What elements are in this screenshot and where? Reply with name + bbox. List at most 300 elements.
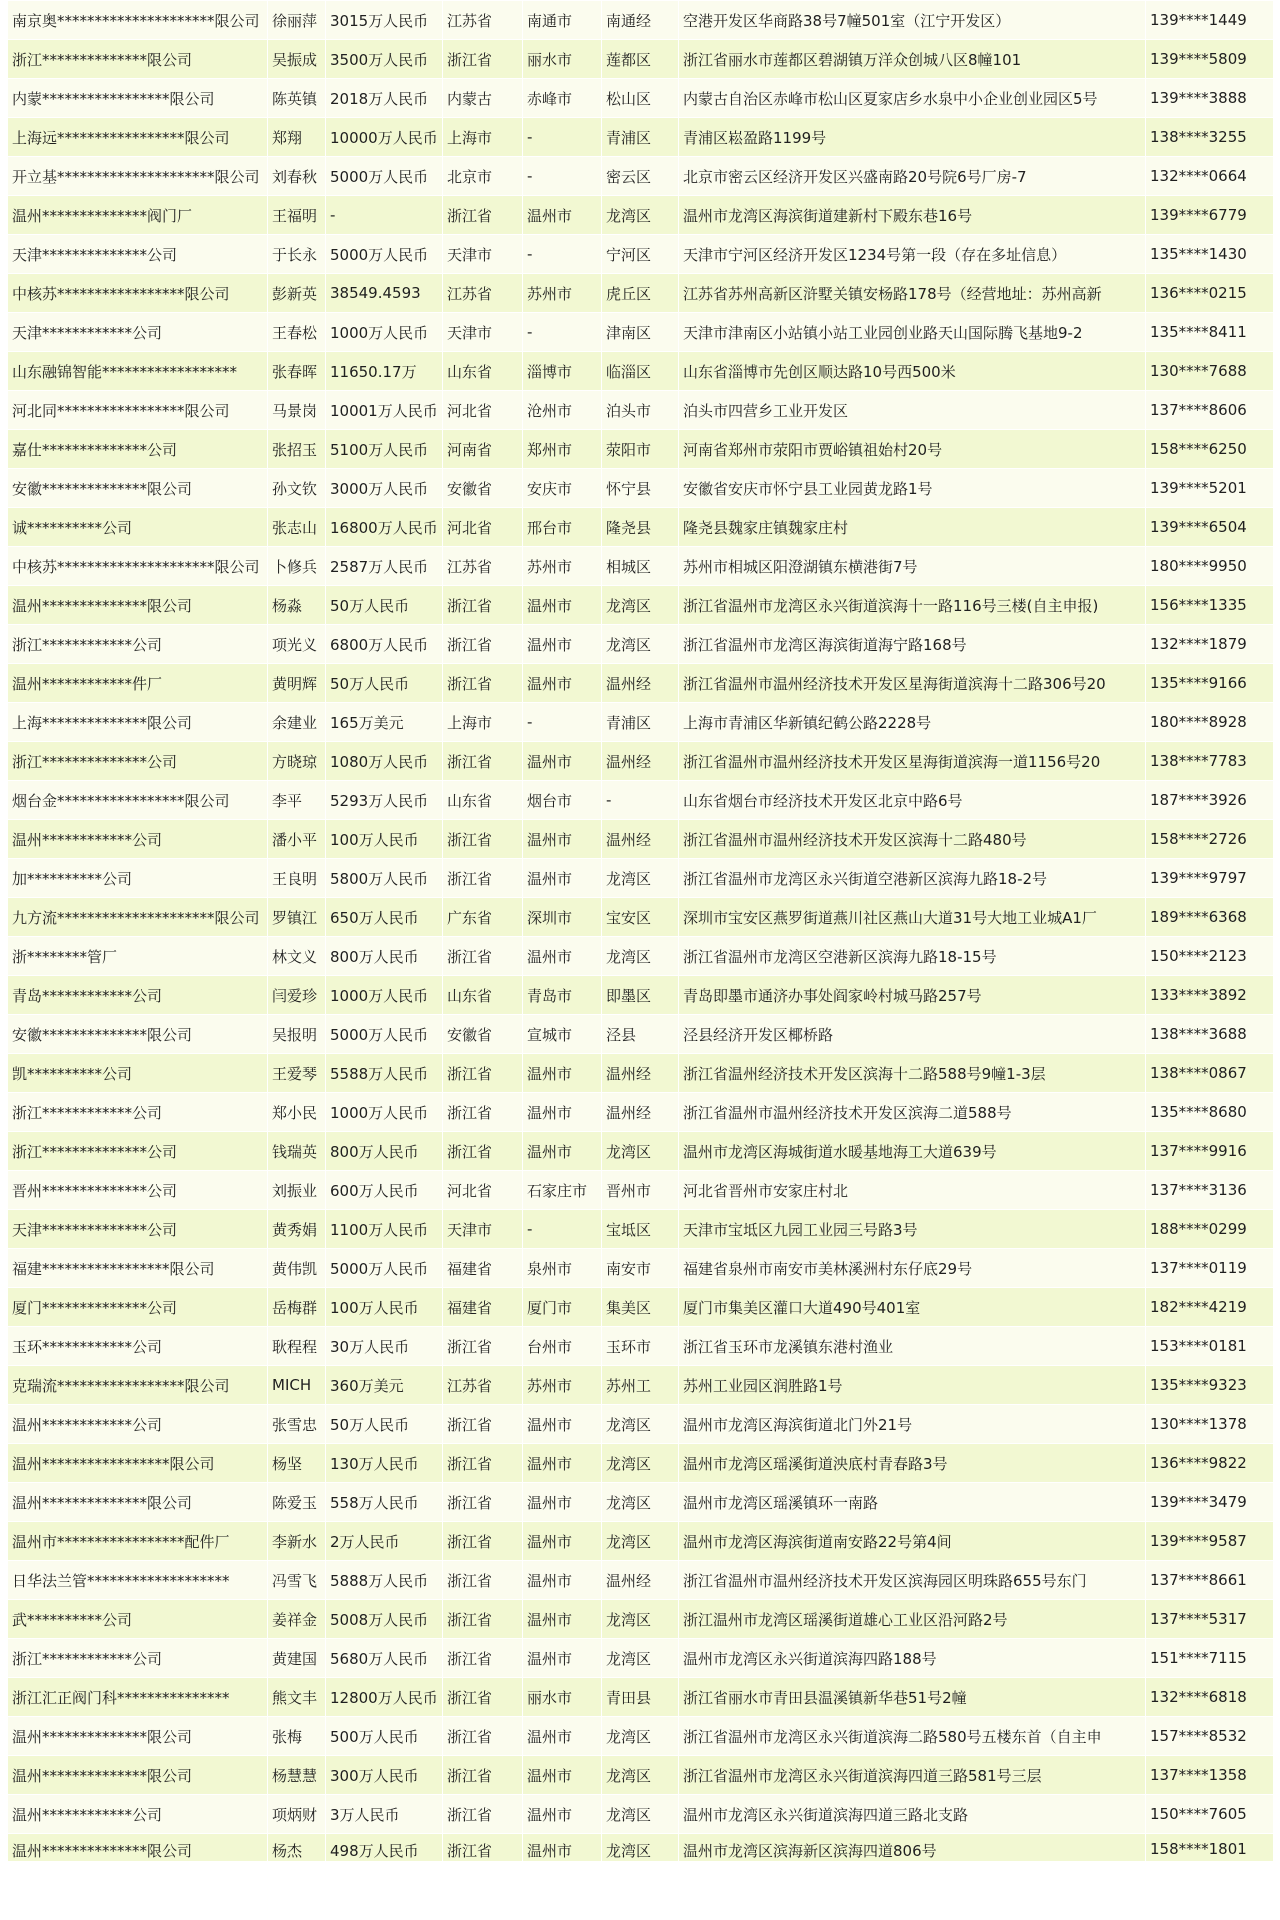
company-name-cell: 中核苏*********************限公司: [8, 547, 268, 586]
city-cell: 温州市: [523, 1756, 602, 1795]
company-name-cell: 内蒙*****************限公司: [8, 79, 268, 118]
province-cell: 浙江省: [443, 586, 523, 625]
address-cell: 浙江省温州市温州经济技术开发区滨海二道588号: [679, 1093, 1146, 1132]
capital-cell: 10001万人民币: [326, 391, 443, 430]
phone-cell: 135****8680: [1146, 1093, 1274, 1132]
phone-cell: 137****1358: [1146, 1756, 1274, 1795]
address-cell: 浙江温州市龙湾区瑶溪街道雄心工业区沿河路2号: [679, 1600, 1146, 1639]
table-row: [8, 1327, 1274, 1366]
province-cell: 山东省: [443, 781, 523, 820]
capital-cell: 600万人民币: [326, 1171, 443, 1210]
legal-rep-cell: 陈英镇: [268, 79, 326, 118]
table-row: [8, 898, 1274, 937]
table-row: [8, 118, 1274, 157]
city-cell: 温州市: [523, 1483, 602, 1522]
address-cell: 浙江省温州市温州经济技术开发区滨海十二路480号: [679, 820, 1146, 859]
address-cell: 温州市龙湾区滨海新区滨海四道806号: [679, 1834, 1146, 1862]
address-cell: 温州市龙湾区海滨街道北门外21号: [679, 1405, 1146, 1444]
legal-rep-cell: 王爱琴: [268, 1054, 326, 1093]
table-row: [8, 157, 1274, 196]
district-cell: 青浦区: [602, 703, 679, 742]
legal-rep-cell: 熊文丰: [268, 1678, 326, 1717]
table-row: [8, 547, 1274, 586]
phone-cell: 139****6779: [1146, 196, 1274, 235]
city-cell: 温州市: [523, 625, 602, 664]
company-name-cell: 天津**************公司: [8, 1210, 268, 1249]
city-cell: 温州市: [523, 1132, 602, 1171]
city-cell: 温州市: [523, 820, 602, 859]
province-cell: 天津市: [443, 235, 523, 274]
table-row: [8, 352, 1274, 391]
city-cell: 邢台市: [523, 508, 602, 547]
phone-cell: 150****7605: [1146, 1795, 1274, 1834]
company-name-cell: 福建*****************限公司: [8, 1249, 268, 1288]
legal-rep-cell: 卜修兵: [268, 547, 326, 586]
company-name-cell: 温州**************限公司: [8, 586, 268, 625]
province-cell: 天津市: [443, 313, 523, 352]
city-cell: 淄博市: [523, 352, 602, 391]
company-name-cell: 浙江**************限公司: [8, 40, 268, 79]
company-name-cell: 加**********公司: [8, 859, 268, 898]
district-cell: 松山区: [602, 79, 679, 118]
province-cell: 江苏省: [443, 547, 523, 586]
phone-cell: 139****6504: [1146, 508, 1274, 547]
company-name-cell: 浙江**************公司: [8, 742, 268, 781]
address-cell: 厦门市集美区灌口大道490号401室: [679, 1288, 1146, 1327]
province-cell: 浙江省: [443, 1795, 523, 1834]
city-cell: 温州市: [523, 859, 602, 898]
capital-cell: 30万人民币: [326, 1327, 443, 1366]
district-cell: 龙湾区: [602, 1522, 679, 1561]
legal-rep-cell: 郑小民: [268, 1093, 326, 1132]
table-row: [8, 859, 1274, 898]
address-cell: 温州市龙湾区海城街道水暖基地海工大道639号: [679, 1132, 1146, 1171]
address-cell: 浙江省温州经济技术开发区滨海十二路588号9幢1-3层: [679, 1054, 1146, 1093]
legal-rep-cell: 罗镇江: [268, 898, 326, 937]
address-cell: 浙江省温州市龙湾区永兴街道空港新区滨海九路18-2号: [679, 859, 1146, 898]
district-cell: 宝坻区: [602, 1210, 679, 1249]
company-name-cell: 浙********管厂: [8, 937, 268, 976]
city-cell: -: [523, 235, 602, 274]
address-cell: 江苏省苏州高新区浒墅关镇安杨路178号（经营地址：苏州高新: [679, 274, 1146, 313]
capital-cell: 5100万人民币: [326, 430, 443, 469]
legal-rep-cell: 黄秀娟: [268, 1210, 326, 1249]
table-row: [8, 1288, 1274, 1327]
phone-cell: 135****1430: [1146, 235, 1274, 274]
capital-cell: 1100万人民币: [326, 1210, 443, 1249]
legal-rep-cell: 张招玉: [268, 430, 326, 469]
table-row: [8, 586, 1274, 625]
table-row: [8, 1405, 1274, 1444]
phone-cell: 137****0119: [1146, 1249, 1274, 1288]
phone-cell: 135****9323: [1146, 1366, 1274, 1405]
address-cell: 浙江省温州市温州经济技术开发区滨海园区明珠路655号东门: [679, 1561, 1146, 1600]
province-cell: 河南省: [443, 430, 523, 469]
district-cell: 龙湾区: [602, 1795, 679, 1834]
province-cell: 上海市: [443, 703, 523, 742]
company-name-cell: 温州**************限公司: [8, 1756, 268, 1795]
province-cell: 浙江省: [443, 1717, 523, 1756]
phone-cell: 133****3892: [1146, 976, 1274, 1015]
table-row: [8, 1717, 1274, 1756]
city-cell: -: [523, 313, 602, 352]
province-cell: 浙江省: [443, 1132, 523, 1171]
city-cell: 青岛市: [523, 976, 602, 1015]
district-cell: 龙湾区: [602, 625, 679, 664]
capital-cell: 300万人民币: [326, 1756, 443, 1795]
company-name-cell: 晋州**************公司: [8, 1171, 268, 1210]
phone-cell: 136****9822: [1146, 1444, 1274, 1483]
company-name-cell: 武**********公司: [8, 1600, 268, 1639]
district-cell: 龙湾区: [602, 1483, 679, 1522]
table-row: [8, 976, 1274, 1015]
phone-cell: 139****9587: [1146, 1522, 1274, 1561]
legal-rep-cell: 马景岗: [268, 391, 326, 430]
table-row: [8, 274, 1274, 313]
district-cell: 龙湾区: [602, 1834, 679, 1862]
district-cell: 津南区: [602, 313, 679, 352]
capital-cell: 130万人民币: [326, 1444, 443, 1483]
legal-rep-cell: 冯雪飞: [268, 1561, 326, 1600]
phone-cell: 182****4219: [1146, 1288, 1274, 1327]
legal-rep-cell: 耿程程: [268, 1327, 326, 1366]
capital-cell: 12800万人民币: [326, 1678, 443, 1717]
capital-cell: 558万人民币: [326, 1483, 443, 1522]
company-name-cell: 浙江************公司: [8, 625, 268, 664]
phone-cell: 138****3255: [1146, 118, 1274, 157]
table-row: [8, 1444, 1274, 1483]
phone-cell: 137****8606: [1146, 391, 1274, 430]
district-cell: 龙湾区: [602, 1639, 679, 1678]
phone-cell: 139****1449: [1146, 1, 1274, 40]
province-cell: 浙江省: [443, 1561, 523, 1600]
address-cell: 深圳市宝安区燕罗街道燕川社区燕山大道31号大地工业城A1厂: [679, 898, 1146, 937]
capital-cell: 11650.17万: [326, 352, 443, 391]
table-row: [8, 820, 1274, 859]
phone-cell: 153****0181: [1146, 1327, 1274, 1366]
legal-rep-cell: 方晓琼: [268, 742, 326, 781]
legal-rep-cell: 杨坚: [268, 1444, 326, 1483]
city-cell: 温州市: [523, 1639, 602, 1678]
phone-cell: 158****1801: [1146, 1834, 1274, 1862]
table-row: [8, 1756, 1274, 1795]
district-cell: 龙湾区: [602, 1444, 679, 1483]
company-name-cell: 日华法兰管*******************: [8, 1561, 268, 1600]
company-name-cell: 厦门**************公司: [8, 1288, 268, 1327]
phone-cell: 132****1879: [1146, 625, 1274, 664]
district-cell: 相城区: [602, 547, 679, 586]
company-name-cell: 开立基*********************限公司: [8, 157, 268, 196]
district-cell: 虎丘区: [602, 274, 679, 313]
district-cell: 即墨区: [602, 976, 679, 1015]
address-cell: 青浦区崧盈路1199号: [679, 118, 1146, 157]
company-name-cell: 南京奥*********************限公司: [8, 1, 268, 40]
district-cell: 温州经: [602, 664, 679, 703]
company-name-cell: 凯**********公司: [8, 1054, 268, 1093]
city-cell: 厦门市: [523, 1288, 602, 1327]
province-cell: 河北省: [443, 391, 523, 430]
province-cell: 浙江省: [443, 1444, 523, 1483]
capital-cell: 5293万人民币: [326, 781, 443, 820]
city-cell: 泉州市: [523, 1249, 602, 1288]
district-cell: 南通经: [602, 1, 679, 40]
company-name-cell: 温州**************限公司: [8, 1717, 268, 1756]
city-cell: 郑州市: [523, 430, 602, 469]
table-row: [8, 1132, 1274, 1171]
company-name-cell: 温州*****************限公司: [8, 1444, 268, 1483]
legal-rep-cell: 张雪忠: [268, 1405, 326, 1444]
district-cell: 隆尧县: [602, 508, 679, 547]
capital-cell: 50万人民币: [326, 1405, 443, 1444]
capital-cell: 165万美元: [326, 703, 443, 742]
company-name-cell: 安徽**************限公司: [8, 469, 268, 508]
capital-cell: 3000万人民币: [326, 469, 443, 508]
legal-rep-cell: 刘振业: [268, 1171, 326, 1210]
address-cell: 青岛即墨市通济办事处阎家岭村城马路257号: [679, 976, 1146, 1015]
province-cell: 浙江省: [443, 859, 523, 898]
district-cell: 密云区: [602, 157, 679, 196]
legal-rep-cell: 吴报明: [268, 1015, 326, 1054]
capital-cell: 10000万人民币: [326, 118, 443, 157]
address-cell: 温州市龙湾区瑶溪街道泱底村青春路3号: [679, 1444, 1146, 1483]
district-cell: 龙湾区: [602, 1132, 679, 1171]
city-cell: 温州市: [523, 196, 602, 235]
district-cell: 龙湾区: [602, 1405, 679, 1444]
province-cell: 浙江省: [443, 937, 523, 976]
phone-cell: 130****1378: [1146, 1405, 1274, 1444]
table-row: [8, 742, 1274, 781]
legal-rep-cell: 李新水: [268, 1522, 326, 1561]
address-cell: 天津市宁河区经济开发区1234号第一段（存在多址信息）: [679, 235, 1146, 274]
phone-cell: 137****5317: [1146, 1600, 1274, 1639]
district-cell: 温州经: [602, 1054, 679, 1093]
district-cell: 莲都区: [602, 40, 679, 79]
province-cell: 浙江省: [443, 1327, 523, 1366]
city-cell: 温州市: [523, 1795, 602, 1834]
city-cell: -: [523, 118, 602, 157]
phone-cell: 132****0664: [1146, 157, 1274, 196]
legal-rep-cell: MICH: [268, 1366, 326, 1405]
capital-cell: 2587万人民币: [326, 547, 443, 586]
company-name-cell: 浙江************公司: [8, 1093, 268, 1132]
province-cell: 浙江省: [443, 196, 523, 235]
phone-cell: 136****0215: [1146, 274, 1274, 313]
city-cell: 温州市: [523, 937, 602, 976]
capital-cell: 5008万人民币: [326, 1600, 443, 1639]
table-row: [8, 313, 1274, 352]
district-cell: 青田县: [602, 1678, 679, 1717]
phone-cell: 138****0867: [1146, 1054, 1274, 1093]
phone-cell: 135****9166: [1146, 664, 1274, 703]
legal-rep-cell: 郑翔: [268, 118, 326, 157]
city-cell: 温州市: [523, 1600, 602, 1639]
province-cell: 浙江省: [443, 1600, 523, 1639]
address-cell: 浙江省温州市龙湾区永兴街道滨海四道三路581号三层: [679, 1756, 1146, 1795]
legal-rep-cell: 黄明辉: [268, 664, 326, 703]
company-name-cell: 温州市*****************配件厂: [8, 1522, 268, 1561]
company-table: [7, 0, 1274, 1862]
city-cell: 温州市: [523, 1717, 602, 1756]
table-row: [8, 1795, 1274, 1834]
city-cell: 丽水市: [523, 40, 602, 79]
capital-cell: 5000万人民币: [326, 1249, 443, 1288]
table-row: [8, 469, 1274, 508]
legal-rep-cell: 陈爱玉: [268, 1483, 326, 1522]
table-row: [8, 391, 1274, 430]
company-name-cell: 山东融锦智能******************: [8, 352, 268, 391]
table-row: [8, 1366, 1274, 1405]
phone-cell: 139****3888: [1146, 79, 1274, 118]
phone-cell: 137****3136: [1146, 1171, 1274, 1210]
capital-cell: 2018万人民币: [326, 79, 443, 118]
capital-cell: 5888万人民币: [326, 1561, 443, 1600]
capital-cell: 500万人民币: [326, 1717, 443, 1756]
phone-cell: 139****5809: [1146, 40, 1274, 79]
province-cell: 浙江省: [443, 1678, 523, 1717]
legal-rep-cell: 杨淼: [268, 586, 326, 625]
table-row: [8, 1678, 1274, 1717]
legal-rep-cell: 姜祥金: [268, 1600, 326, 1639]
capital-cell: 360万美元: [326, 1366, 443, 1405]
table-row: [8, 1015, 1274, 1054]
address-cell: 上海市青浦区华新镇纪鹤公路2228号: [679, 703, 1146, 742]
district-cell: 温州经: [602, 1561, 679, 1600]
table-row: [8, 781, 1274, 820]
province-cell: 福建省: [443, 1288, 523, 1327]
phone-cell: 156****1335: [1146, 586, 1274, 625]
phone-cell: 138****7783: [1146, 742, 1274, 781]
district-cell: 龙湾区: [602, 1600, 679, 1639]
district-cell: 温州经: [602, 742, 679, 781]
capital-cell: 3万人民币: [326, 1795, 443, 1834]
city-cell: 沧州市: [523, 391, 602, 430]
city-cell: 温州市: [523, 742, 602, 781]
phone-cell: 138****3688: [1146, 1015, 1274, 1054]
legal-rep-cell: 孙文钦: [268, 469, 326, 508]
table-row: [8, 937, 1274, 976]
company-name-cell: 中核苏*****************限公司: [8, 274, 268, 313]
legal-rep-cell: 张志山: [268, 508, 326, 547]
district-cell: 温州经: [602, 820, 679, 859]
district-cell: 怀宁县: [602, 469, 679, 508]
district-cell: 宁河区: [602, 235, 679, 274]
address-cell: 温州市龙湾区海滨街道南安路22号第4间: [679, 1522, 1146, 1561]
table-row: [8, 1639, 1274, 1678]
capital-cell: 5680万人民币: [326, 1639, 443, 1678]
city-cell: 石家庄市: [523, 1171, 602, 1210]
legal-rep-cell: 黄伟凯: [268, 1249, 326, 1288]
address-cell: 浙江省玉环市龙溪镇东港村渔业: [679, 1327, 1146, 1366]
province-cell: 浙江省: [443, 1483, 523, 1522]
province-cell: 河北省: [443, 1171, 523, 1210]
city-cell: 温州市: [523, 1444, 602, 1483]
province-cell: 浙江省: [443, 742, 523, 781]
city-cell: 温州市: [523, 1834, 602, 1862]
capital-cell: 498万人民币: [326, 1834, 443, 1862]
company-name-cell: 河北同*****************限公司: [8, 391, 268, 430]
address-cell: 天津市津南区小站镇小站工业园创业路天山国际腾飞基地9-2: [679, 313, 1146, 352]
city-cell: -: [523, 703, 602, 742]
capital-cell: 16800万人民币: [326, 508, 443, 547]
company-name-cell: 浙江汇正阀门科***************: [8, 1678, 268, 1717]
address-cell: 天津市宝坻区九园工业园三号路3号: [679, 1210, 1146, 1249]
phone-cell: 150****2123: [1146, 937, 1274, 976]
address-cell: 河南省郑州市荥阳市贾峪镇祖始村20号: [679, 430, 1146, 469]
phone-cell: 189****6368: [1146, 898, 1274, 937]
company-name-cell: 温州**************阀门厂: [8, 196, 268, 235]
phone-cell: 180****9950: [1146, 547, 1274, 586]
address-cell: 安徽省安庆市怀宁县工业园黄龙路1号: [679, 469, 1146, 508]
city-cell: 宣城市: [523, 1015, 602, 1054]
province-cell: 河北省: [443, 508, 523, 547]
legal-rep-cell: 闫爱珍: [268, 976, 326, 1015]
capital-cell: 3015万人民币: [326, 1, 443, 40]
legal-rep-cell: 余建业: [268, 703, 326, 742]
legal-rep-cell: 项光义: [268, 625, 326, 664]
company-name-cell: 上海远*****************限公司: [8, 118, 268, 157]
city-cell: 深圳市: [523, 898, 602, 937]
company-name-cell: 烟台金*****************限公司: [8, 781, 268, 820]
capital-cell: 800万人民币: [326, 1132, 443, 1171]
district-cell: 龙湾区: [602, 196, 679, 235]
district-cell: 晋州市: [602, 1171, 679, 1210]
phone-cell: 137****9916: [1146, 1132, 1274, 1171]
address-cell: 泾县经济开发区椰桥路: [679, 1015, 1146, 1054]
capital-cell: 3500万人民币: [326, 40, 443, 79]
legal-rep-cell: 林文义: [268, 937, 326, 976]
table-row: [8, 430, 1274, 469]
address-cell: 浙江省温州市龙湾区海滨街道海宁路168号: [679, 625, 1146, 664]
province-cell: 浙江省: [443, 664, 523, 703]
capital-cell: 5800万人民币: [326, 859, 443, 898]
capital-cell: -: [326, 196, 443, 235]
address-cell: 苏州工业园区润胜路1号: [679, 1366, 1146, 1405]
district-cell: 泊头市: [602, 391, 679, 430]
phone-cell: 132****6818: [1146, 1678, 1274, 1717]
city-cell: 温州市: [523, 1093, 602, 1132]
city-cell: -: [523, 157, 602, 196]
district-cell: 临淄区: [602, 352, 679, 391]
address-cell: 河北省晋州市安家庄村北: [679, 1171, 1146, 1210]
table-row: [8, 235, 1274, 274]
province-cell: 浙江省: [443, 820, 523, 859]
table-row: [8, 664, 1274, 703]
phone-cell: 157****8532: [1146, 1717, 1274, 1756]
province-cell: 天津市: [443, 1210, 523, 1249]
province-cell: 浙江省: [443, 1093, 523, 1132]
province-cell: 浙江省: [443, 1054, 523, 1093]
city-cell: 温州市: [523, 1405, 602, 1444]
address-cell: 福建省泉州市南安市美林溪洲村东仔底29号: [679, 1249, 1146, 1288]
company-name-cell: 温州************公司: [8, 820, 268, 859]
province-cell: 安徽省: [443, 469, 523, 508]
address-cell: 温州市龙湾区永兴街道滨海四路188号: [679, 1639, 1146, 1678]
company-name-cell: 克瑞流*****************限公司: [8, 1366, 268, 1405]
city-cell: 南通市: [523, 1, 602, 40]
province-cell: 上海市: [443, 118, 523, 157]
table-row: [8, 1093, 1274, 1132]
company-name-cell: 诚**********公司: [8, 508, 268, 547]
legal-rep-cell: 王春松: [268, 313, 326, 352]
district-cell: 苏州工: [602, 1366, 679, 1405]
district-cell: 龙湾区: [602, 859, 679, 898]
company-name-cell: 浙江************公司: [8, 1639, 268, 1678]
district-cell: 龙湾区: [602, 1756, 679, 1795]
city-cell: 温州市: [523, 1561, 602, 1600]
district-cell: 荥阳市: [602, 430, 679, 469]
company-name-cell: 天津**************公司: [8, 235, 268, 274]
capital-cell: 50万人民币: [326, 586, 443, 625]
